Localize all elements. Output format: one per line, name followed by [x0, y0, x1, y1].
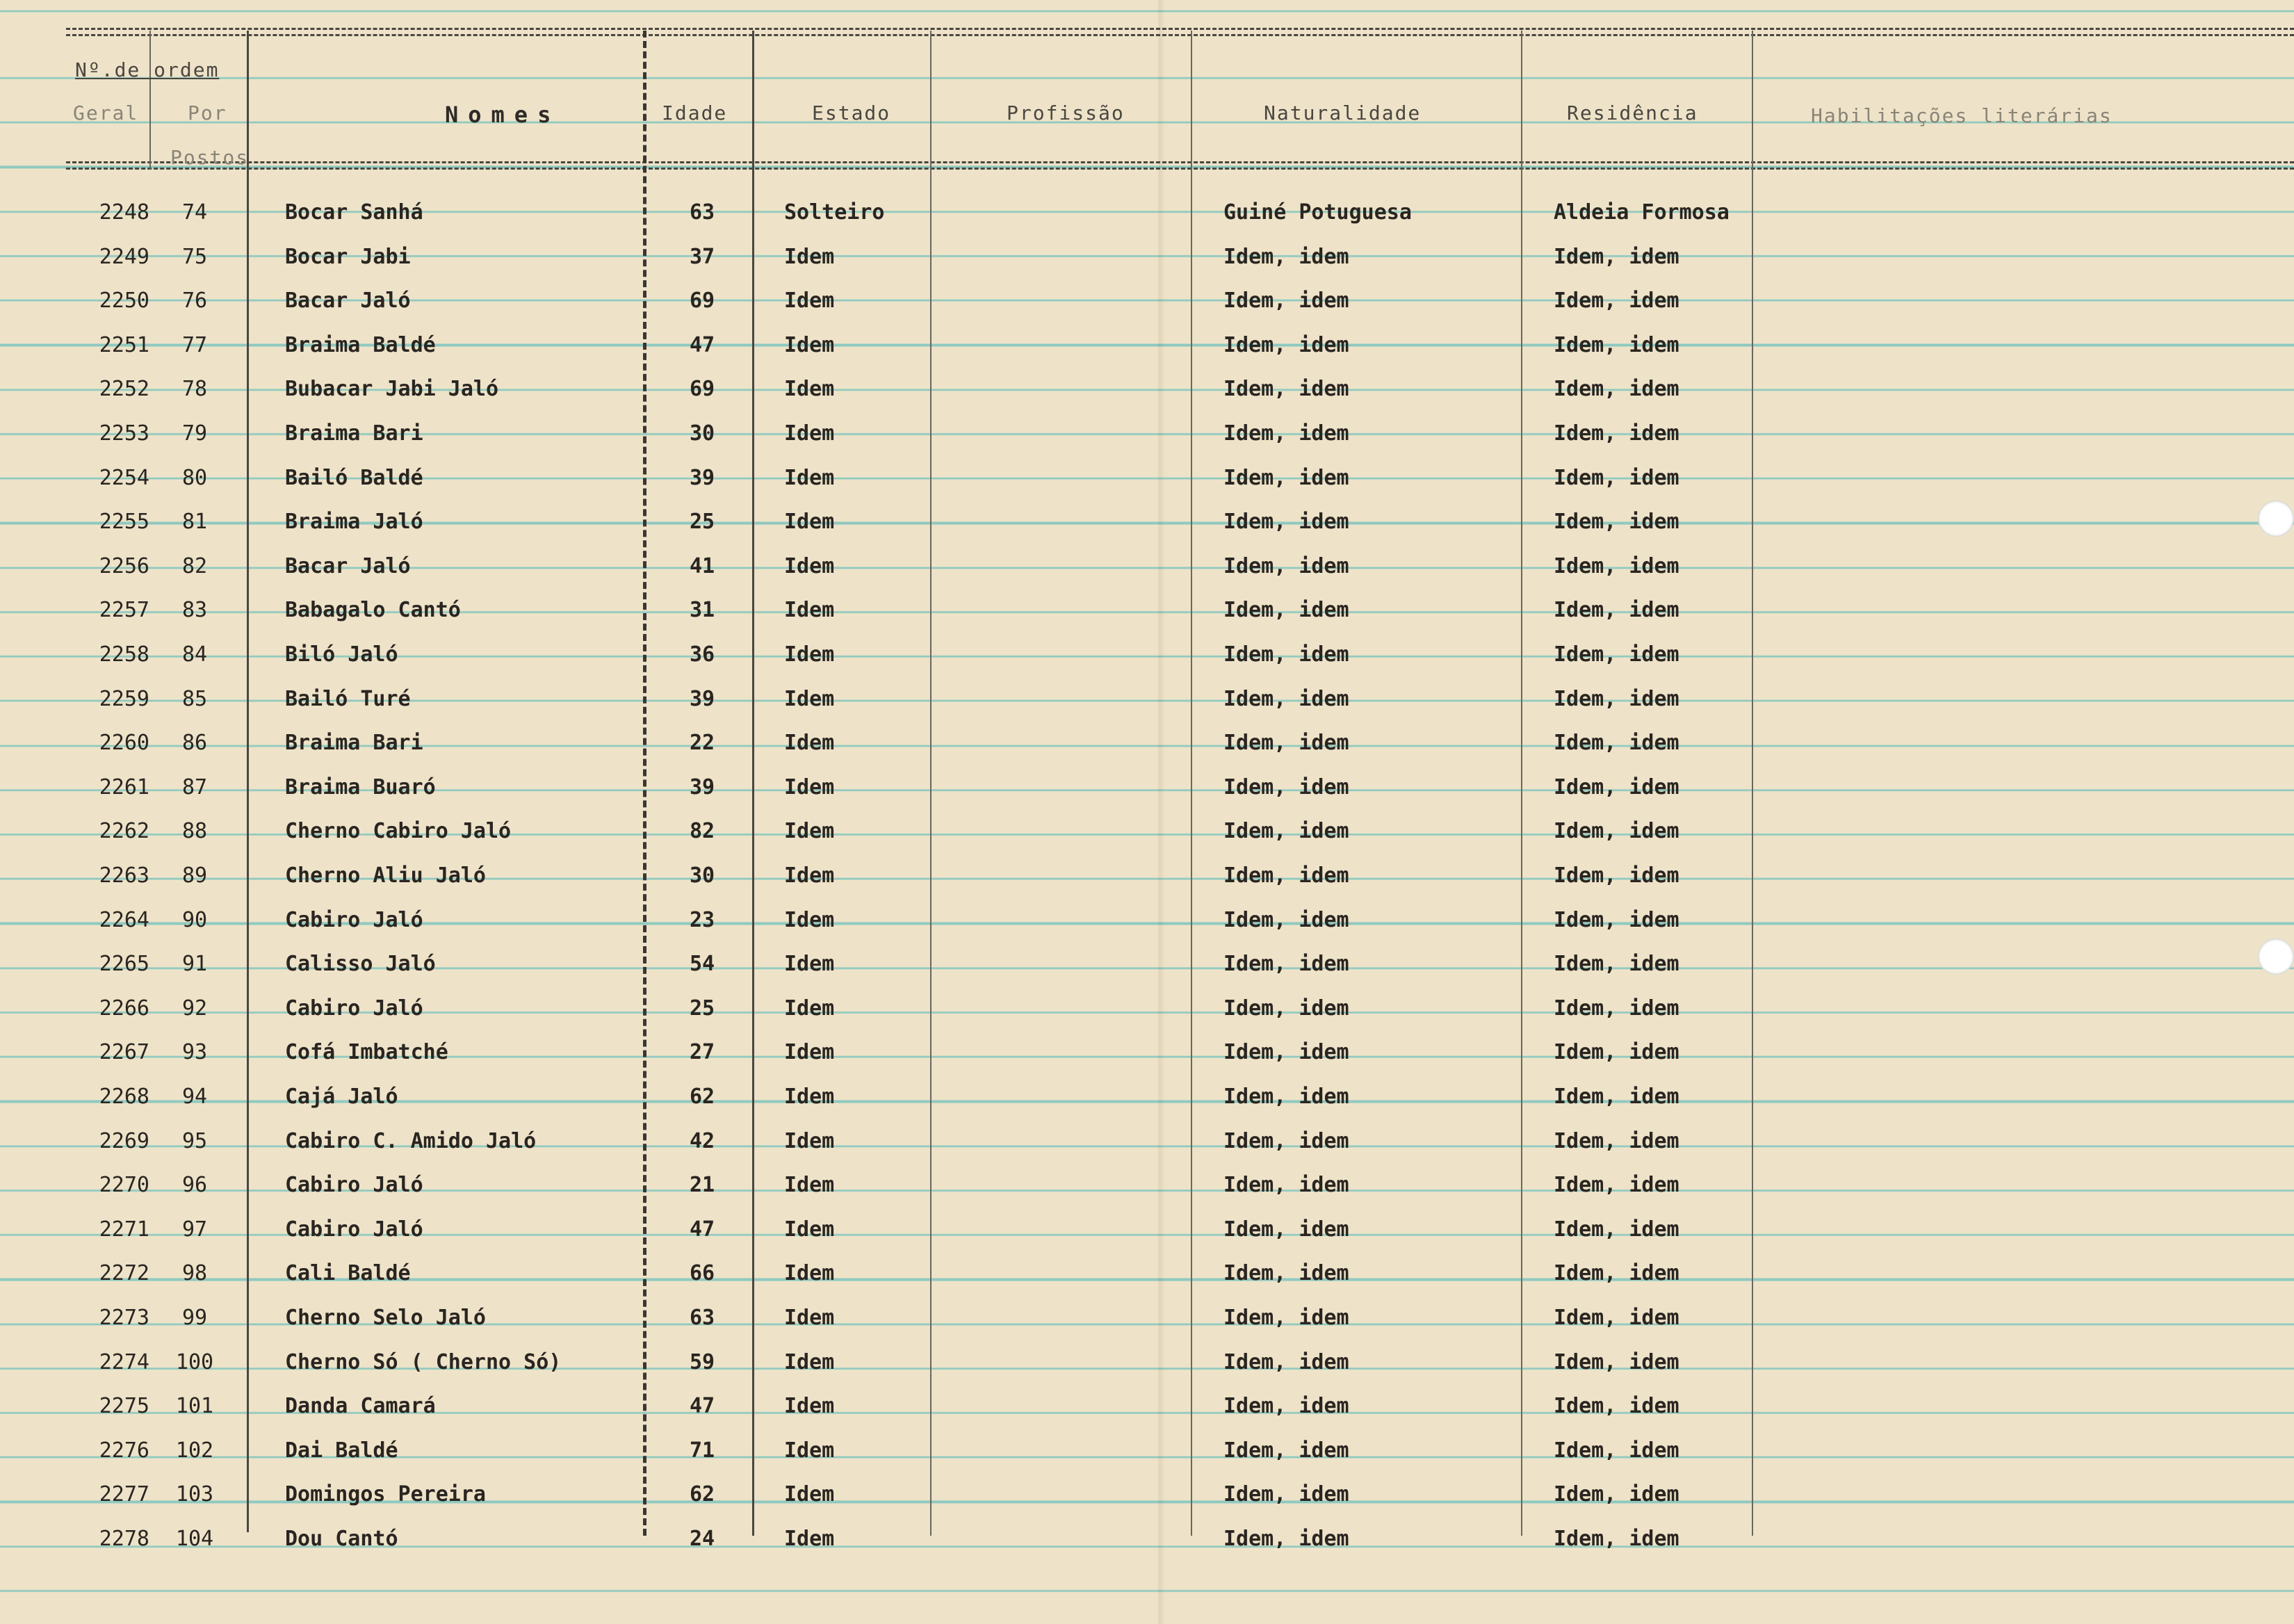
row-postos-number: 99 — [181, 1306, 208, 1330]
row-geral-number: 2272 — [99, 1261, 149, 1286]
row-postos-number: 74 — [181, 200, 208, 225]
row-naturality: Idem, idem — [1223, 332, 1349, 357]
table-row — [0, 863, 2294, 891]
row-age: 39 — [689, 465, 715, 490]
row-naturality: Idem, idem — [1223, 1527, 1349, 1551]
row-residence: Idem, idem — [1554, 996, 1679, 1021]
row-name: Cabiro Jaló — [285, 1217, 423, 1242]
row-age: 31 — [689, 598, 715, 623]
row-geral-number: 2275 — [99, 1394, 149, 1419]
table-row — [0, 996, 2294, 1024]
row-residence: Idem, idem — [1554, 1128, 1679, 1153]
row-name: Cabiro Jaló — [285, 1173, 423, 1198]
table-row — [0, 377, 2294, 405]
row-age: 22 — [689, 731, 715, 756]
row-residence: Idem, idem — [1554, 421, 1679, 446]
row-marital-status: Idem — [784, 421, 835, 446]
row-name: Cherno Aliu Jaló — [285, 863, 486, 888]
row-marital-status: Idem — [784, 377, 835, 402]
row-geral-number: 2261 — [99, 774, 149, 799]
row-name: Cherno Selo Jaló — [285, 1306, 486, 1330]
row-geral-number: 2254 — [99, 465, 149, 490]
row-age: 54 — [689, 952, 715, 977]
row-residence: Idem, idem — [1554, 244, 1679, 269]
row-naturality: Idem, idem — [1223, 1261, 1349, 1286]
row-postos-number: 82 — [181, 553, 208, 578]
row-naturality: Idem, idem — [1223, 421, 1349, 446]
row-geral-number: 2258 — [99, 642, 149, 667]
row-naturality: Idem, idem — [1223, 686, 1349, 711]
row-name: Cofá Imbatché — [285, 1040, 448, 1065]
row-marital-status: Idem — [784, 1349, 835, 1374]
row-residence: Idem, idem — [1554, 642, 1679, 667]
row-marital-status: Idem — [784, 642, 835, 667]
row-naturality: Idem, idem — [1223, 244, 1349, 269]
row-residence: Idem, idem — [1554, 377, 1679, 402]
row-age: 41 — [689, 553, 715, 578]
row-naturality: Idem, idem — [1223, 642, 1349, 667]
row-postos-number: 103 — [175, 1482, 214, 1507]
row-residence: Idem, idem — [1554, 819, 1679, 844]
row-marital-status: Idem — [784, 1217, 835, 1242]
row-name: Babagalo Cantó — [285, 598, 461, 623]
row-postos-number: 95 — [181, 1128, 208, 1153]
row-postos-number: 104 — [175, 1527, 214, 1551]
row-postos-number: 77 — [181, 332, 208, 357]
row-marital-status: Idem — [784, 1040, 835, 1065]
row-name: Cajá Jaló — [285, 1085, 398, 1109]
header-idade: Idade — [662, 102, 728, 124]
row-postos-number: 100 — [175, 1349, 214, 1374]
header-n-ordem: Nº.de ordem — [75, 58, 220, 81]
row-age: 39 — [689, 686, 715, 711]
row-postos-number: 78 — [181, 377, 208, 402]
row-geral-number: 2270 — [99, 1173, 149, 1198]
row-geral-number: 2278 — [99, 1527, 149, 1551]
row-geral-number: 2266 — [99, 996, 149, 1021]
row-naturality: Idem, idem — [1223, 377, 1349, 402]
column-divider-geral — [149, 31, 151, 170]
row-postos-number: 94 — [181, 1085, 208, 1109]
row-residence: Idem, idem — [1554, 289, 1679, 314]
row-marital-status: Idem — [784, 465, 835, 490]
header-habilitacoes: Habilitações literárias — [1811, 104, 2113, 127]
row-naturality: Idem, idem — [1223, 1173, 1349, 1198]
row-name: Dou Cantó — [285, 1527, 398, 1551]
row-marital-status: Idem — [784, 774, 835, 799]
row-residence: Idem, idem — [1554, 1085, 1679, 1109]
row-name: Bailó Turé — [285, 686, 411, 711]
row-geral-number: 2250 — [99, 289, 149, 314]
row-residence: Idem, idem — [1554, 863, 1679, 888]
row-age: 62 — [689, 1085, 715, 1109]
row-age: 82 — [689, 819, 715, 844]
row-geral-number: 2268 — [99, 1085, 149, 1109]
row-residence: Idem, idem — [1554, 465, 1679, 490]
row-marital-status: Idem — [784, 731, 835, 756]
row-residence: Idem, idem — [1554, 1394, 1679, 1419]
row-name: Domingos Pereira — [285, 1482, 486, 1507]
row-geral-number: 2264 — [99, 907, 149, 932]
row-age: 63 — [689, 1306, 715, 1330]
row-postos-number: 89 — [181, 863, 208, 888]
header-geral: Geral — [73, 102, 139, 124]
header-por: Por — [188, 102, 227, 124]
row-geral-number: 2248 — [99, 200, 149, 225]
row-geral-number: 2253 — [99, 421, 149, 446]
row-geral-number: 2263 — [99, 863, 149, 888]
row-geral-number: 2259 — [99, 686, 149, 711]
row-geral-number: 2274 — [99, 1349, 149, 1374]
row-geral-number: 2260 — [99, 731, 149, 756]
row-residence: Idem, idem — [1554, 1438, 1679, 1463]
row-marital-status: Idem — [784, 1085, 835, 1109]
table-row — [0, 333, 2294, 361]
table-row — [0, 731, 2294, 758]
row-geral-number: 2273 — [99, 1306, 149, 1330]
row-postos-number: 87 — [181, 774, 208, 799]
row-name: Cabiro C. Amido Jaló — [285, 1128, 537, 1153]
row-marital-status: Idem — [784, 907, 835, 932]
row-name: Bubacar Jabi Jaló — [285, 377, 499, 402]
row-postos-number: 96 — [181, 1173, 208, 1198]
row-naturality: Idem, idem — [1223, 863, 1349, 888]
row-naturality: Idem, idem — [1223, 1306, 1349, 1330]
row-age: 42 — [689, 1128, 715, 1153]
row-residence: Idem, idem — [1554, 1173, 1679, 1198]
row-naturality: Idem, idem — [1223, 289, 1349, 314]
table-row — [0, 1129, 2294, 1157]
row-residence: Idem, idem — [1554, 731, 1679, 756]
row-marital-status: Idem — [784, 1261, 835, 1286]
row-geral-number: 2269 — [99, 1128, 149, 1153]
row-geral-number: 2257 — [99, 598, 149, 623]
row-postos-number: 101 — [175, 1394, 214, 1419]
row-name: Danda Camará — [285, 1394, 436, 1419]
row-residence: Idem, idem — [1554, 1527, 1679, 1551]
row-residence: Idem, idem — [1554, 1040, 1679, 1065]
row-name: Braima Jaló — [285, 510, 423, 535]
header-estado: Estado — [812, 102, 891, 124]
row-postos-number: 97 — [181, 1217, 208, 1242]
header-nomes: Nomes — [445, 102, 561, 128]
row-age: 27 — [689, 1040, 715, 1065]
table-row — [0, 1085, 2294, 1112]
row-geral-number: 2262 — [99, 819, 149, 844]
row-naturality: Idem, idem — [1223, 553, 1349, 578]
row-geral-number: 2255 — [99, 510, 149, 535]
row-marital-status: Idem — [784, 1306, 835, 1330]
row-name: Cabiro Jaló — [285, 907, 423, 932]
table-row — [0, 642, 2294, 670]
row-naturality: Idem, idem — [1223, 996, 1349, 1021]
row-marital-status: Idem — [784, 510, 835, 535]
row-age: 63 — [689, 200, 715, 225]
row-residence: Idem, idem — [1554, 1482, 1679, 1507]
row-marital-status: Idem — [784, 332, 835, 357]
row-geral-number: 2276 — [99, 1438, 149, 1463]
table-row — [0, 1527, 2294, 1554]
row-name: Braima Bari — [285, 731, 423, 756]
row-name: Braima Bari — [285, 421, 423, 446]
row-name: Dai Baldé — [285, 1438, 398, 1463]
row-naturality: Guiné Potuguesa — [1223, 200, 1412, 225]
row-postos-number: 90 — [181, 907, 208, 932]
row-marital-status: Idem — [784, 289, 835, 314]
header-profissao: Profissão — [1007, 102, 1125, 124]
table-row — [0, 289, 2294, 316]
row-age: 24 — [689, 1527, 715, 1551]
top-rule — [66, 28, 2294, 36]
row-marital-status: Idem — [784, 1482, 835, 1507]
table-row — [0, 421, 2294, 449]
table-row — [0, 1350, 2294, 1378]
table-row — [0, 1173, 2294, 1201]
row-postos-number: 84 — [181, 642, 208, 667]
table-row — [0, 1217, 2294, 1245]
row-marital-status: Idem — [784, 996, 835, 1021]
row-name: Bacar Jaló — [285, 553, 411, 578]
header-postos: Postos — [170, 146, 250, 169]
row-geral-number: 2265 — [99, 952, 149, 977]
header-rule — [66, 161, 2294, 170]
row-naturality: Idem, idem — [1223, 819, 1349, 844]
row-postos-number: 92 — [181, 996, 208, 1021]
row-age: 47 — [689, 332, 715, 357]
row-age: 71 — [689, 1438, 715, 1463]
row-marital-status: Idem — [784, 1128, 835, 1153]
row-marital-status: Idem — [784, 244, 835, 269]
table-row — [0, 1306, 2294, 1333]
row-residence: Idem, idem — [1554, 1349, 1679, 1374]
row-naturality: Idem, idem — [1223, 598, 1349, 623]
table-row — [0, 598, 2294, 626]
row-name: Bocar Sanhá — [285, 200, 423, 225]
row-postos-number: 88 — [181, 819, 208, 844]
row-age: 59 — [689, 1349, 715, 1374]
row-marital-status: Idem — [784, 819, 835, 844]
row-postos-number: 81 — [181, 510, 208, 535]
row-age: 25 — [689, 996, 715, 1021]
row-geral-number: 2256 — [99, 553, 149, 578]
row-marital-status: Solteiro — [784, 200, 885, 225]
row-marital-status: Idem — [784, 1173, 835, 1198]
row-marital-status: Idem — [784, 553, 835, 578]
row-postos-number: 98 — [181, 1261, 208, 1286]
row-name: Bailó Baldé — [285, 465, 423, 490]
table-row — [0, 1261, 2294, 1289]
row-age: 21 — [689, 1173, 715, 1198]
row-geral-number: 2249 — [99, 244, 149, 269]
row-marital-status: Idem — [784, 1438, 835, 1463]
table-row — [0, 1394, 2294, 1422]
row-name: Biló Jaló — [285, 642, 398, 667]
row-postos-number: 85 — [181, 686, 208, 711]
row-age: 30 — [689, 421, 715, 446]
row-naturality: Idem, idem — [1223, 774, 1349, 799]
row-residence: Idem, idem — [1554, 1306, 1679, 1330]
table-row — [0, 200, 2294, 228]
row-naturality: Idem, idem — [1223, 1085, 1349, 1109]
row-marital-status: Idem — [784, 1527, 835, 1551]
table-row — [0, 687, 2294, 715]
row-postos-number: 102 — [175, 1438, 214, 1463]
row-residence: Idem, idem — [1554, 1217, 1679, 1242]
row-name: Cherno Só ( Cherno Só) — [285, 1349, 562, 1374]
row-name: Braima Baldé — [285, 332, 436, 357]
row-naturality: Idem, idem — [1223, 1438, 1349, 1463]
row-residence: Idem, idem — [1554, 907, 1679, 932]
row-naturality: Idem, idem — [1223, 1482, 1349, 1507]
row-geral-number: 2271 — [99, 1217, 149, 1242]
row-postos-number: 91 — [181, 952, 208, 977]
row-residence: Idem, idem — [1554, 774, 1679, 799]
table-row — [0, 819, 2294, 847]
table-row — [0, 775, 2294, 803]
row-age: 39 — [689, 774, 715, 799]
row-name: Cali Baldé — [285, 1261, 411, 1286]
row-geral-number: 2251 — [99, 332, 149, 357]
row-residence: Idem, idem — [1554, 1261, 1679, 1286]
row-naturality: Idem, idem — [1223, 1349, 1349, 1374]
table-row — [0, 1482, 2294, 1510]
row-postos-number: 80 — [181, 465, 208, 490]
row-age: 69 — [689, 377, 715, 402]
row-naturality: Idem, idem — [1223, 907, 1349, 932]
row-residence: Idem, idem — [1554, 553, 1679, 578]
row-postos-number: 86 — [181, 731, 208, 756]
row-postos-number: 76 — [181, 289, 208, 314]
row-naturality: Idem, idem — [1223, 952, 1349, 977]
row-marital-status: Idem — [784, 598, 835, 623]
row-postos-number: 79 — [181, 421, 208, 446]
row-age: 23 — [689, 907, 715, 932]
row-name: Bacar Jaló — [285, 289, 411, 314]
table-row — [0, 466, 2294, 494]
row-name: Cabiro Jaló — [285, 996, 423, 1021]
row-naturality: Idem, idem — [1223, 731, 1349, 756]
row-age: 30 — [689, 863, 715, 888]
header-residencia: Residência — [1567, 102, 1698, 124]
row-age: 25 — [689, 510, 715, 535]
row-residence: Idem, idem — [1554, 686, 1679, 711]
row-age: 37 — [689, 244, 715, 269]
table-row — [0, 1438, 2294, 1466]
row-age: 47 — [689, 1394, 715, 1419]
table-row — [0, 908, 2294, 936]
row-residence: Idem, idem — [1554, 510, 1679, 535]
row-naturality: Idem, idem — [1223, 1040, 1349, 1065]
row-age: 69 — [689, 289, 715, 314]
row-name: Calisso Jaló — [285, 952, 436, 977]
binder-hole — [2258, 501, 2294, 537]
row-age: 62 — [689, 1482, 715, 1507]
row-geral-number: 2252 — [99, 377, 149, 402]
row-residence: Idem, idem — [1554, 598, 1679, 623]
row-age: 66 — [689, 1261, 715, 1286]
row-naturality: Idem, idem — [1223, 1128, 1349, 1153]
row-residence: Aldeia Formosa — [1554, 200, 1730, 225]
row-age: 47 — [689, 1217, 715, 1242]
row-postos-number: 75 — [181, 244, 208, 269]
table-row — [0, 952, 2294, 980]
row-marital-status: Idem — [784, 686, 835, 711]
row-geral-number: 2267 — [99, 1040, 149, 1065]
row-naturality: Idem, idem — [1223, 1217, 1349, 1242]
row-name: Cherno Cabiro Jaló — [285, 819, 512, 844]
table-row — [0, 554, 2294, 582]
row-naturality: Idem, idem — [1223, 465, 1349, 490]
row-marital-status: Idem — [784, 863, 835, 888]
row-residence: Idem, idem — [1554, 952, 1679, 977]
row-postos-number: 93 — [181, 1040, 208, 1065]
table-row — [0, 510, 2294, 537]
row-name: Braima Buaró — [285, 774, 436, 799]
row-naturality: Idem, idem — [1223, 1394, 1349, 1419]
row-residence: Idem, idem — [1554, 332, 1679, 357]
binder-hole — [2258, 939, 2294, 975]
row-naturality: Idem, idem — [1223, 510, 1349, 535]
row-name: Bocar Jabi — [285, 244, 411, 269]
header-naturalidade: Naturalidade — [1264, 102, 1422, 124]
row-marital-status: Idem — [784, 1394, 835, 1419]
row-marital-status: Idem — [784, 952, 835, 977]
table-row — [0, 1040, 2294, 1068]
row-geral-number: 2277 — [99, 1482, 149, 1507]
table-row — [0, 245, 2294, 273]
row-age: 36 — [689, 642, 715, 667]
row-postos-number: 83 — [181, 598, 208, 623]
